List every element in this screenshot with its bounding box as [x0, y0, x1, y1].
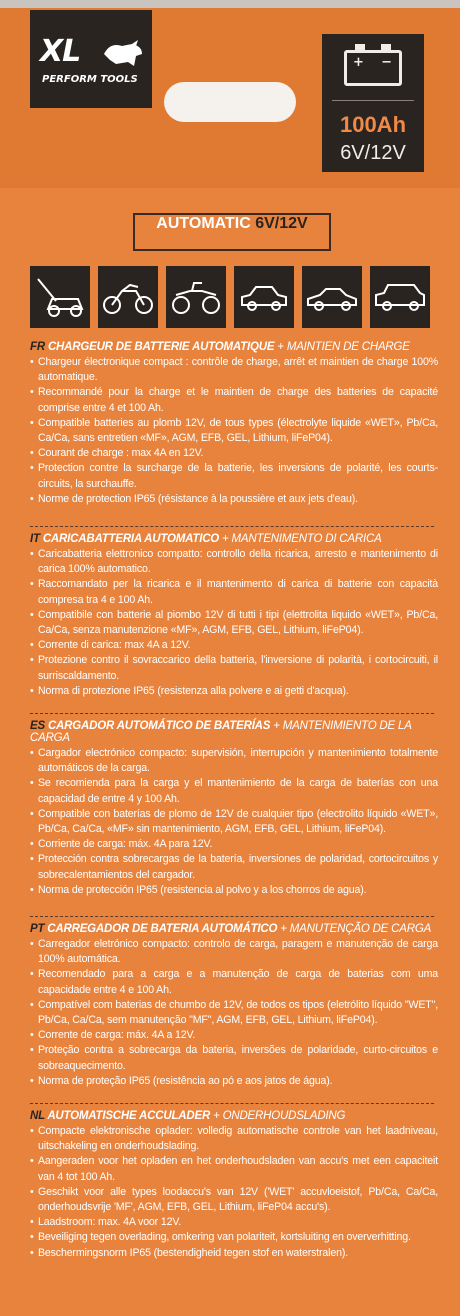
list-item: • Geschikt voor alle types loodaccu's van 12V ('WET' accuvloeistof, Pb/Ca, Ca/Ca, onderhoudsvrije 'MF', AGM, EFB, GEL, Lithium, liFeP04 accu's).	[30, 1185, 438, 1215]
list-item: • Compatibile con batterie al piombo 12V di tutti i tipi (elettrolita liquido «WET», Pb/Ca, Ca/Ca, senza manutenzione «MF», AGM, EFB, GEL, Lithium, liFeP04).	[30, 608, 438, 638]
section-heading	[30, 341, 438, 353]
section-divider	[30, 916, 434, 917]
lang-code: ES	[30, 720, 45, 732]
battery-icon: + −	[344, 50, 402, 86]
section-title: CHARGEUR DE BATTERIE AUTOMATIQUE	[47, 341, 275, 353]
brand-logo	[30, 10, 152, 108]
list-item: • Cargador electrónico compacto: supervisión, interrupción y mantenimiento totalmente automáticos de la carga.	[30, 746, 438, 776]
capacity-value: 100Ah	[339, 112, 407, 137]
section-it	[30, 533, 438, 699]
mode-badge	[133, 213, 331, 251]
list-item: • Beschermingsnorm IP65 (bestendigheid tegen stof en waterstralen).	[30, 1246, 438, 1261]
logo-tagline: PERFORM TOOLS	[42, 74, 138, 85]
section-pt	[30, 923, 438, 1089]
list-item: • Proteção contra a sobrecarga da bateria, inversões de polaridade, curto-circuitos e sobreaquecimento.	[30, 1043, 438, 1073]
capacity-voltage: 6V/12V	[340, 142, 406, 164]
list-item: • Corrente di carica: max 4A a 12V.	[30, 638, 438, 653]
list-item: • Compatible con baterías de plomo de 12V de cualquier tipo (electrolito líquido «WET», Pb/Ca, Ca/Ca, «MF» sin mantenimiento, AGM, EFB, GEL, Lithium, liFeP04).	[30, 807, 438, 837]
capacity-panel	[322, 34, 424, 172]
quad-icon	[166, 266, 226, 328]
lang-code: IT	[30, 533, 40, 545]
list-item: • Recommandé pour la charge et le maintien de charge des batteries de capacité comprise entre 4 et 100 Ah.	[30, 385, 438, 415]
list-item: • Recomendado para a carga e a manutenção de carga de baterias com uma capacidade entre 4 e 100 Ah.	[30, 967, 438, 997]
section-subtitle: + MANUTENÇÃO DE CARGA	[277, 923, 432, 935]
lawnmower-icon	[30, 266, 90, 328]
section-title: CARREGADOR DE BATERIA AUTOMÁTICO	[47, 923, 278, 935]
list-item: • Norma de protección IP65 (resistencia al polvo y a los chorros de agua).	[30, 883, 438, 898]
mode-voltage: 6V/12V	[255, 215, 308, 232]
compact-car-icon	[234, 266, 294, 328]
section-heading	[30, 533, 438, 545]
section-heading	[30, 923, 438, 935]
sedan-car-icon	[302, 266, 362, 328]
list-item: • Carregador eletrónico compacto: controlo de carga, paragem e manutenção de carga 100% automática.	[30, 937, 438, 967]
list-item: • Aangeraden voor het opladen en het onderhoudsladen van accu's met een capaciteit van 4 tot 100 Ah.	[30, 1154, 438, 1184]
list-item: • Norma di protezione IP65 (resistenza alla polvere e ai getti d'acqua).	[30, 684, 438, 699]
section-title: AUTOMATISCHE ACCULADER	[47, 1110, 211, 1122]
hang-hole	[164, 82, 296, 122]
vehicle-icons	[30, 266, 434, 328]
mode-prefix: AUTOMATIC	[156, 215, 256, 232]
bull-icon	[102, 40, 144, 73]
list-item: • Compatible batteries au plomb 12V, de tous types (électrolyte liquide «WET», Pb/Ca, Ca/Ca, sans entretien «MF», AGM, EFB, GEL, Lithium, liFeP04).	[30, 416, 438, 446]
list-item: • Protección contra sobrecargas de la batería, inversiones de polaridad, cortocircuitos y sobrecalentamientos del cargador.	[30, 852, 438, 882]
section-divider	[30, 526, 434, 527]
list-item: • Protezione contro il sovraccarico della batteria, l'inversione di polarità, i cortocircuiti, il surriscaldamento.	[30, 653, 438, 683]
list-item: • Compacte elektronische oplader: volledig automatische controle van het laadniveau, uitschakeling en onderhoudslading.	[30, 1124, 438, 1154]
list-item: • Courant de charge : max 4A en 12V.	[30, 446, 438, 461]
section-subtitle: + ONDERHOUDSLADING	[210, 1110, 346, 1122]
section-title: CARICABATTERIA AUTOMATICO	[42, 533, 220, 545]
logo-text: XL	[40, 34, 81, 69]
section-divider	[30, 713, 434, 714]
lang-code: PT	[30, 923, 45, 935]
list-item: • Caricabatteria elettronico compatto: controllo della ricarica, arresto e mantenimento di carica 100% automatico.	[30, 547, 438, 577]
section-subtitle: + MANTENIMIENTO DE LA CARGA	[30, 720, 412, 744]
motorcycle-icon	[98, 266, 158, 328]
box-top-edge	[0, 0, 460, 8]
section-heading	[30, 720, 438, 744]
list-item: • Protection contre la surcharge de la batterie, les inversions de polarité, les courts-circuits, la surchauffe.	[30, 461, 438, 491]
section-subtitle: + MAINTIEN DE CHARGE	[274, 341, 410, 353]
capacity-divider	[332, 100, 414, 101]
list-item: • Compatível com baterias de chumbo de 12V, de todos os tipos (eletrólito líquido "WET", Pb/Ca, Ca/Ca, sem manutenção "MF", AGM, EFB, GEL, Lithium, liFeP04).	[30, 998, 438, 1028]
section-es	[30, 720, 438, 898]
list-item: • Raccomandato per la ricarica e il mantenimento di carica di batterie con capacità compresa tra 4 e 100 Ah.	[30, 577, 438, 607]
list-item: • Se recomienda para la carga y el mantenimiento de la carga de baterías con una capacidad de entre 4 y 100 Ah.	[30, 776, 438, 806]
section-divider	[30, 1103, 434, 1104]
list-item: • Laadstroom: max. 4A voor 12V.	[30, 1215, 438, 1230]
lang-code: FR	[30, 341, 45, 353]
section-nl	[30, 1110, 438, 1261]
section-subtitle: + MANTENIMENTO DI CARICA	[219, 533, 382, 545]
section-heading	[30, 1110, 438, 1122]
list-item: • Corrente de carga: máx. 4A a 12V.	[30, 1028, 438, 1043]
list-item: • Corriente de carga: máx. 4A para 12V.	[30, 837, 438, 852]
list-item: • Beveiliging tegen overlading, omkering van polariteit, kortsluiting en oververhitting.	[30, 1230, 438, 1245]
section-title: CARGADOR AUTOMÁTICO DE BATERÍAS	[47, 720, 271, 732]
lang-code: NL	[30, 1110, 45, 1122]
list-item: • Norma de proteção IP65 (resistência ao pó e aos jatos de água).	[30, 1074, 438, 1089]
suv-car-icon	[370, 266, 430, 328]
list-item: • Chargeur électronique compact : contrôle de charge, arrêt et maintien de charge 100% automatique.	[30, 355, 438, 385]
list-item: • Norme de protection IP65 (résistance à la poussière et aux jets d'eau).	[30, 492, 438, 507]
section-fr	[30, 341, 438, 507]
